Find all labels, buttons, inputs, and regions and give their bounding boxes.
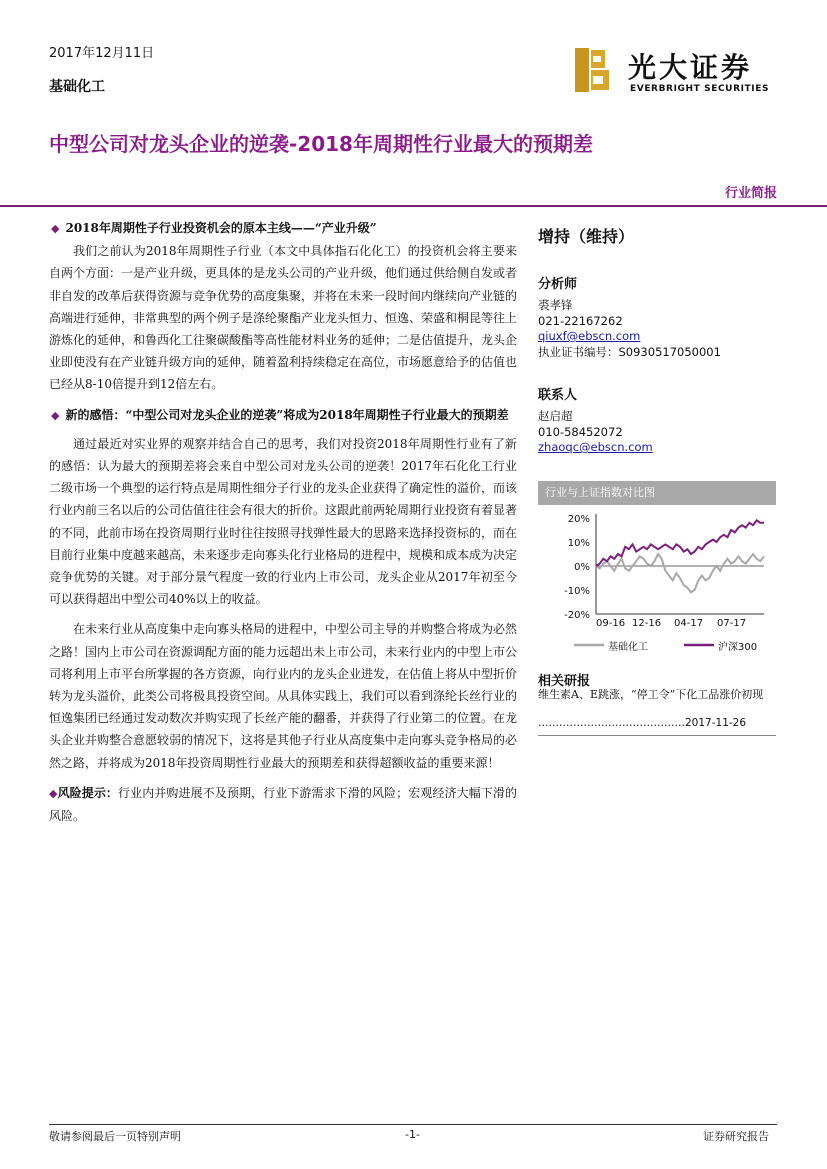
y-tick-label: 20% <box>567 514 590 525</box>
chart-title: 行业与上证指数对比图 <box>538 481 776 505</box>
footer-disclaimer: 敬请参阅最后一页特别声明 <box>49 1130 181 1143</box>
diamond-bullet-icon: ◆ <box>49 786 58 800</box>
y-tick-label: 10% <box>567 538 590 549</box>
section-heading <box>49 217 517 240</box>
header-divider <box>0 205 827 207</box>
page-number: -1- <box>405 1128 420 1141</box>
logo-chinese-name: 光大证券 <box>628 51 753 84</box>
report-date: 2017年12月11日 <box>49 46 155 61</box>
analyst-certificate: 执业证书编号：S0930517050001 <box>538 344 721 359</box>
sector-label: 基础化工 <box>49 79 105 95</box>
comparison-chart <box>538 481 776 656</box>
everbright-logo-icon <box>575 48 615 92</box>
rating: 增持（维持） <box>538 227 635 246</box>
report-type: 行业简报 <box>724 186 777 201</box>
y-tick-label: -10% <box>564 586 590 597</box>
sidebar <box>538 224 778 456</box>
y-tick-label: 0% <box>574 562 590 573</box>
x-tick-label: 12-16 <box>632 618 662 629</box>
contact-heading: 联系人 <box>538 388 578 403</box>
section-heading <box>49 404 517 427</box>
analyst-email-link[interactable]: qiuxf@ebscn.com <box>538 329 641 343</box>
risk-label: 风险提示： <box>57 785 119 800</box>
body-paragraph: 在未来行业从高度集中走向寡头格局的进程中，中型公司主导的并购整合将成为必然之路！国内上市公司在资源调配方面的能力远超出未上市公司，未来行业内的中型上市公司将利用上市平台所掌握的各方资源，向行业内的龙头企业进发，在估值上将从中型折价转为龙头溢价，此类公司将极具投资空间。从具体实践上，我们可以看到涤纶长丝行业的恒逸集团已经通过发动数次并购实现了长丝产能的翻番，并获得了行业第二的位置。在龙头企业并购整合意愿较弱的情况下，这将是其他子行业从高度集中走向寡头竞争格局的必然之路，并将成为2018年投资周期性行业最大的预期差和获得超额收益的重要来源！ <box>49 622 518 770</box>
diamond-bullet-icon: ◆ <box>51 222 60 235</box>
related-report-date <box>538 717 778 729</box>
related-report-title[interactable]: 维生素A、E跳涨，“停工令”下化工品涨价初现 <box>538 688 764 701</box>
x-tick-label: 07-17 <box>717 618 747 629</box>
footer-divider <box>49 1124 777 1125</box>
report-title: 中型公司对龙头企业的逆袭-2018年周期性行业最大的预期差 <box>49 132 593 156</box>
analyst-phone: 021-22167262 <box>538 313 623 328</box>
analyst-name: 裘孝锋 <box>538 298 573 312</box>
analyst-heading: 分析师 <box>538 277 578 292</box>
y-tick-label: -20% <box>564 610 590 621</box>
chart-plot <box>538 505 776 656</box>
related-divider <box>538 735 776 736</box>
contact-name: 赵启超 <box>538 409 573 423</box>
body-paragraph: 通过最近对实业界的观察并结合自己的思考，我们对投资2018年周期性行业有了新的感悟：认为最大的预期差将会来自中型公司对龙头公司的逆袭！2017年石化化工行业二级市场一个典型的运行特点是周期性细分子行业的龙头企业获得了确定性的溢价，而该行业内前三名以后的公司估值往往会有很大的折价。这跟此前两轮周期行业投资有着显著的不同，此前市场在投资周期行业时往往按照寻找弹性最大的思路来选择投资标的，而在目前行业集中度越来越高，未来逐步走向寡头化行业格局的进程中，规模和成本成为决定竞争优势的关键。对于部分景气程度一致的行业内上市公司，龙头企业从2017年初至今可以获得超出中型公司40%以上的收益。 <box>49 436 518 607</box>
series-line-1 <box>596 554 764 592</box>
diamond-bullet-icon: ◆ <box>51 408 60 422</box>
footer-label: 证券研究报告 <box>703 1130 769 1143</box>
related-research-heading: 相关研报 <box>538 674 591 689</box>
legend-label: 沪深300 <box>718 642 758 653</box>
company-logo <box>575 46 785 98</box>
main-body <box>49 217 517 827</box>
logo-english-name: EVERBRIGHT SECURITIES <box>630 84 770 94</box>
body-paragraph: 我们之前认为2018年周期性子行业（本文中具体指石化化工）的投资机会将主要来自两个方面：一是产业升级，更具体的是龙头公司的产业升级，他们通过供给侧自发或者非自发的改革后获得资源与竞争优势的高度集聚，并将在未来一段时间内继续向产业链的高端进行延伸，非常典型的两个例子是涤纶聚酯产业龙头恒力、恒逸、荣盛和桐昆等往上游炼化的延伸，和鲁西化工往聚碳酸酯等高性能材料业务的延伸；二是估值提升，龙头企业即使没有在产业链升级方向的延伸，随着盈利持续稳定在高位，市场愿意给予的估值也已经从8-10倍提升到12倍左右。 <box>49 244 518 392</box>
x-tick-label: 04-17 <box>674 618 704 629</box>
x-tick-label: 09-16 <box>596 618 626 629</box>
heading-text: 2018年周期性子行业投资机会的原本主线——“产业升级” <box>65 221 377 235</box>
risk-warning <box>49 782 517 827</box>
date-text: 2017-11-26 <box>685 717 747 729</box>
contact-email-link[interactable]: zhaoqc@ebscn.com <box>538 440 653 454</box>
legend-label: 基础化工 <box>608 642 648 653</box>
heading-text: 新的感悟：“中型公司对龙头企业的逆袭”将成为2018年周期性子行业最大的预期差 <box>65 407 509 422</box>
risk-text: 行业内并购进展不及预期，行业下游需求下滑的风险；宏观经济大幅下滑的风险。 <box>49 785 517 824</box>
contact-phone: 010-58452072 <box>538 424 623 439</box>
dotted-leader: …………………………………… <box>538 717 685 729</box>
